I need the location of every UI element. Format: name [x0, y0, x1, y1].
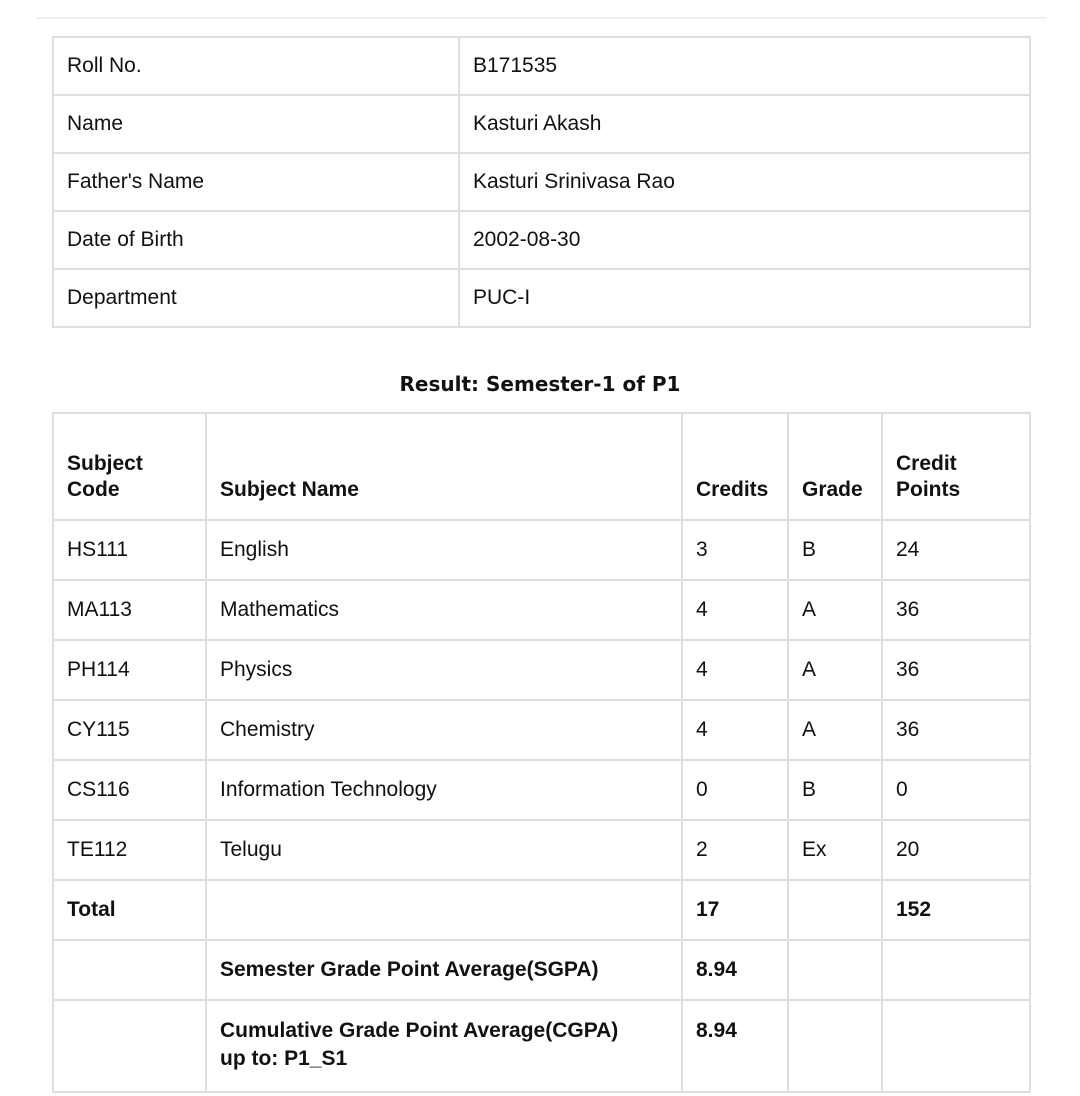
- table-row: [53, 760, 1030, 820]
- table-row: [53, 640, 1030, 700]
- credit-points-header-line2: Points: [896, 478, 961, 501]
- sgpa-row: [53, 940, 1030, 1000]
- subject-credit-points: 20: [882, 820, 1030, 880]
- subject-name: Physics: [206, 640, 682, 700]
- cgpa-row: [53, 1000, 1030, 1092]
- dob-label: Date of Birth: [53, 211, 459, 269]
- subject-credit-points: 36: [882, 580, 1030, 640]
- subject-code: CS116: [53, 760, 206, 820]
- empty-cell: [882, 1000, 1030, 1092]
- subject-name: Information Technology: [206, 760, 682, 820]
- subject-grade: Ex: [788, 820, 882, 880]
- department-row: [53, 269, 1030, 327]
- total-row: [53, 880, 1030, 940]
- empty-cell: [788, 940, 882, 1000]
- table-row: [53, 700, 1030, 760]
- subject-code-header-line1: Subject: [67, 452, 143, 475]
- department-value: PUC-I: [459, 269, 1030, 327]
- credit-points-header-line1: Credit: [896, 452, 957, 475]
- subject-name-header: Subject Name: [206, 413, 682, 520]
- credits-header: Credits: [682, 413, 788, 520]
- subject-grade: A: [788, 580, 882, 640]
- subject-grade: B: [788, 520, 882, 580]
- subject-code: HS111: [53, 520, 206, 580]
- subject-credits: 4: [682, 700, 788, 760]
- empty-cell: [53, 940, 206, 1000]
- name-label: Name: [53, 95, 459, 153]
- grade-header: Grade: [788, 413, 882, 520]
- father-name-value: Kasturi Srinivasa Rao: [459, 153, 1030, 211]
- roll-no-label: Roll No.: [53, 37, 459, 95]
- subject-code-header: [53, 413, 206, 520]
- subject-code: CY115: [53, 700, 206, 760]
- credit-points-header: [882, 413, 1030, 520]
- cgpa-value: 8.94: [682, 1000, 788, 1092]
- subject-grade: B: [788, 760, 882, 820]
- roll-no-row: [53, 37, 1030, 95]
- cgpa-label: [206, 1000, 682, 1092]
- result-heading: Result: Semester-1 of P1: [399, 372, 681, 396]
- dob-row: [53, 211, 1030, 269]
- subject-name: Chemistry: [206, 700, 682, 760]
- empty-cell: [788, 1000, 882, 1092]
- empty-cell: [788, 880, 882, 940]
- subject-code: PH114: [53, 640, 206, 700]
- subject-name: Mathematics: [206, 580, 682, 640]
- subject-credits: 2: [682, 820, 788, 880]
- department-label: Department: [53, 269, 459, 327]
- table-row: [53, 580, 1030, 640]
- roll-no-value: B171535: [459, 37, 1030, 95]
- subject-code: MA113: [53, 580, 206, 640]
- subject-grade: A: [788, 700, 882, 760]
- subject-credits: 4: [682, 640, 788, 700]
- subject-name: English: [206, 520, 682, 580]
- empty-cell: [206, 880, 682, 940]
- table-row: [53, 820, 1030, 880]
- total-credit-points: 152: [882, 880, 1030, 940]
- empty-cell: [53, 1000, 206, 1092]
- subject-credit-points: 36: [882, 640, 1030, 700]
- student-info-table: [52, 36, 1031, 328]
- dob-value: 2002-08-30: [459, 211, 1030, 269]
- total-label: Total: [53, 880, 206, 940]
- subject-name: Telugu: [206, 820, 682, 880]
- subject-code: TE112: [53, 820, 206, 880]
- total-credits: 17: [682, 880, 788, 940]
- father-name-label: Father's Name: [53, 153, 459, 211]
- subject-credit-points: 0: [882, 760, 1030, 820]
- subject-grade: A: [788, 640, 882, 700]
- name-value: Kasturi Akash: [459, 95, 1030, 153]
- subject-credits: 0: [682, 760, 788, 820]
- empty-cell: [882, 940, 1030, 1000]
- cgpa-label-line2: up to: P1_S1: [220, 1047, 348, 1070]
- subject-credit-points: 24: [882, 520, 1030, 580]
- name-row: [53, 95, 1030, 153]
- subject-credits: 3: [682, 520, 788, 580]
- result-header-row: [53, 413, 1030, 520]
- table-row: [53, 520, 1030, 580]
- father-name-row: [53, 153, 1030, 211]
- subject-credit-points: 36: [882, 700, 1030, 760]
- sgpa-value: 8.94: [682, 940, 788, 1000]
- subject-credits: 4: [682, 580, 788, 640]
- result-table: [52, 412, 1031, 1093]
- sgpa-label: Semester Grade Point Average(SGPA): [206, 940, 682, 1000]
- subject-code-header-line2: Code: [67, 478, 120, 501]
- cgpa-label-line1: Cumulative Grade Point Average(CGPA): [220, 1019, 619, 1042]
- top-divider: [36, 17, 1046, 19]
